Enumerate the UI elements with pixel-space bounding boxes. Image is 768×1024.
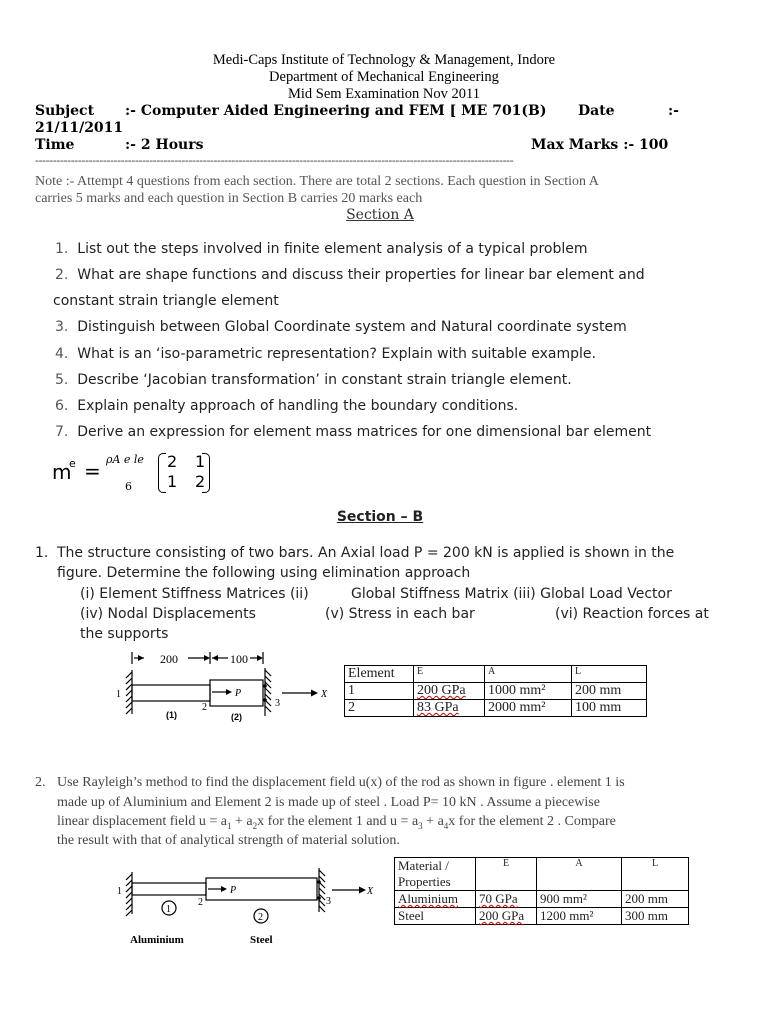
material-label-steel: Steel (250, 934, 273, 946)
table-cell: 200 mm (622, 891, 689, 908)
table-cell: 100 mm (572, 700, 647, 717)
text-segment: x for the element 1 and u = a (257, 814, 419, 829)
subscript: 3 (418, 820, 423, 831)
table-cell (395, 891, 476, 908)
table-row (345, 700, 647, 717)
cell-text: 200 GPa (479, 908, 525, 923)
material-label-aluminium: Aluminium (130, 934, 184, 946)
date-value: 21/11/2011 (35, 120, 124, 136)
formula-equals: = (84, 459, 101, 483)
table-cell (476, 891, 537, 908)
q-number: 5. (55, 372, 69, 388)
table-cell (414, 683, 485, 700)
q-number: 3. (55, 319, 69, 335)
element-label-2: (2) (231, 712, 242, 722)
section-b-title: Section – B (336, 509, 424, 525)
element-label-1: 1 (166, 904, 171, 915)
load-label: P (235, 688, 242, 699)
table-cell: 1000 mm² (485, 683, 572, 700)
node-label-1: 1 (117, 886, 122, 897)
table-row (395, 891, 689, 908)
table-header-cell: E (414, 666, 485, 683)
element-label-2: 2 (258, 912, 263, 923)
q-number: 4. (55, 346, 69, 362)
section-a-q3 (55, 319, 627, 335)
section-b-q1-line4a: (iv) Nodal Displacements (80, 606, 256, 622)
q-text: Explain penalty approach of handling the boundary conditions. (77, 398, 519, 414)
text-segment: + a (231, 814, 253, 829)
material-properties-table (394, 857, 689, 925)
table-cell: 2000 mm² (485, 700, 572, 717)
note-line-2: carries 5 marks and each question in Section B carries 20 marks each (35, 191, 423, 206)
section-b-q1-line4b: (v) Stress in each bar (325, 606, 475, 622)
cell-text: Aluminium (398, 891, 458, 906)
table-header-cell (395, 858, 476, 891)
text-segment: x for the element 2 . Compare (448, 814, 616, 829)
section-b-q1-line4c: (vi) Reaction forces at (555, 606, 709, 622)
load-label: P (230, 885, 237, 896)
axis-label: X (367, 886, 374, 897)
node-label-3: 3 (275, 698, 280, 709)
text-segment: linear displacement field u = a (57, 814, 227, 829)
table-cell (476, 908, 537, 925)
section-b-q1-line3b: Global Stiffness Matrix (iii) Global Load Vector (351, 586, 672, 602)
table-header-row (395, 858, 689, 891)
matrix-cell: 1 (195, 452, 206, 471)
node-label-1: 1 (116, 689, 121, 700)
table-cell (414, 700, 485, 717)
subscript: 2 (252, 820, 258, 831)
table-header-cell: L (572, 666, 647, 683)
cell-text: 70 GPa (479, 891, 518, 906)
node-label-2: 2 (198, 897, 203, 908)
time-label: Time (35, 137, 75, 153)
header-text: Properties (398, 874, 451, 889)
q-number: 2. (55, 267, 69, 283)
max-marks: Max Marks :- 100 (531, 137, 669, 153)
formula-denominator: 6 (125, 480, 132, 493)
element-properties-table (344, 665, 647, 717)
section-b-q2-number: 2. (35, 775, 46, 790)
section-a-q2 (55, 267, 645, 283)
table-header-row (345, 666, 647, 683)
text-segment: + a (422, 814, 444, 829)
table-cell: 2 (345, 700, 414, 717)
subject-value: :- Computer Aided Engineering and FEM [ ME 701(B) (125, 103, 547, 119)
subscript: 1 (227, 820, 232, 831)
exam-title: Mid Sem Examination Nov 2011 (288, 86, 480, 102)
subscript: 4 (443, 820, 449, 831)
section-a-q7 (55, 424, 651, 440)
section-a-q1 (55, 241, 588, 257)
formula-numerator: ρA e le (106, 453, 144, 466)
department-name: Department of Mechanical Engineering (269, 69, 499, 85)
section-b-q1-line2: figure. Determine the following using elimination approach (57, 565, 471, 581)
section-a-q4 (55, 346, 596, 362)
q-text: Derive an expression for element mass matrices for one dimensional bar element (77, 424, 652, 440)
time-value: :- 2 Hours (125, 137, 204, 153)
q-text: What are shape functions and discuss their properties for linear bar element and (77, 267, 645, 283)
matrix-cell: 2 (195, 472, 206, 491)
section-b-q1-number: 1. (35, 545, 49, 561)
formula-lhs: m (52, 460, 72, 484)
cell-text: 200 GPa (417, 683, 466, 698)
divider: -------------------------------------------------------------------------------------------------------------------------------------- (35, 154, 514, 167)
q-number: 6. (55, 398, 69, 414)
matrix-cell: 2 (167, 452, 178, 471)
section-a-title: Section A (346, 207, 414, 223)
q-text: List out the steps involved in finite element analysis of a typical problem (77, 241, 588, 257)
section-b-q1-line5: the supports (80, 626, 169, 642)
table-cell: 1 (345, 683, 414, 700)
table-cell: Steel (395, 908, 476, 925)
two-bar-figure-1 (110, 646, 340, 728)
table-row (395, 908, 689, 925)
table-row (345, 683, 647, 700)
dimension-label-200: 200 (160, 652, 178, 666)
table-cell: 200 mm (572, 683, 647, 700)
node-label-3: 3 (326, 896, 331, 907)
matrix-cell: 1 (167, 472, 178, 491)
cell-text: 83 GPa (417, 700, 459, 715)
section-b-q1-line1: The structure consisting of two bars. An Axial load P = 200 kN is applied is shown in the (57, 545, 675, 561)
two-bar-figure-2 (110, 858, 380, 950)
mass-matrix-formula (52, 450, 232, 500)
section-a-q6 (55, 398, 518, 414)
section-b-q1-line3a: (i) Element Stiffness Matrices (ii) (80, 586, 309, 602)
q-number: 1. (55, 241, 69, 257)
section-a-q2-cont: constant strain triangle element (53, 293, 279, 309)
date-label: Date (578, 103, 615, 119)
table-cell: 300 mm (622, 908, 689, 925)
node-label-2: 2 (202, 702, 207, 713)
table-cell: 1200 mm² (537, 908, 622, 925)
formula-superscript: e (69, 457, 76, 470)
institute-name: Medi-Caps Institute of Technology & Management, Indore (212, 52, 556, 68)
note-line-1: Note :- Attempt 4 questions from each section. There are total 2 sections. Each question in Section A (35, 174, 599, 189)
axis-label: X (321, 689, 328, 700)
dimension-label-100: 100 (230, 652, 248, 666)
subject-label: Subject (35, 103, 95, 119)
table-cell: 900 mm² (537, 891, 622, 908)
section-b-q2-line2: made up of Aluminium and Element 2 is made up of steel . Load P= 10 kN . Assume a piecewise (57, 795, 600, 810)
matrix-left-bracket (158, 453, 166, 493)
q-text: Describe ‘Jacobian transformation’ in constant strain triangle element. (77, 372, 572, 388)
q-text: Distinguish between Global Coordinate system and Natural coordinate system (77, 319, 627, 335)
q-number: 7. (55, 424, 69, 440)
section-a-q5 (55, 372, 572, 388)
section-b-q2-line1: Use Rayleigh’s method to find the displacement field u(x) of the rod as shown in figure . element 1 is (57, 775, 625, 790)
table-header-cell: A (537, 858, 622, 891)
table-header-cell: L (622, 858, 689, 891)
table-header-cell: E (476, 858, 537, 891)
header-text: Material / (398, 858, 449, 873)
q-text: What is an ‘iso-parametric representation? Explain with suitable example. (77, 346, 596, 362)
table-header-cell: Element (345, 666, 414, 683)
section-b-q2-line4: the result with that of analytical strength of material solution. (57, 833, 400, 848)
table-header-cell: A (485, 666, 572, 683)
date-separator: :- (668, 103, 679, 119)
element-label-1: (1) (166, 710, 177, 720)
